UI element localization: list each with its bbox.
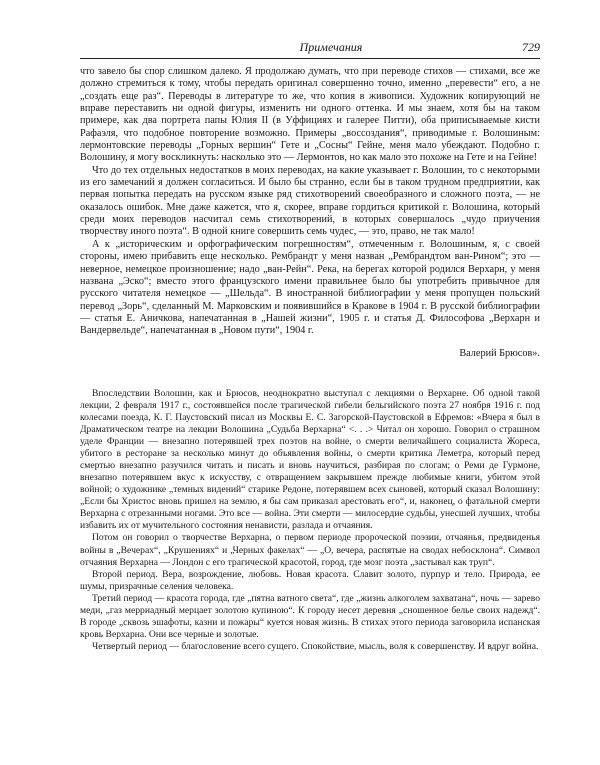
signature: Валерий Брюсов».: [459, 347, 540, 359]
paragraph: А к „историческим и орфографическим погрешностям“, отмеченным г. Волошиным, я, с своей стороны, имею прибавить еще несколько. Рембрандт у меня назван „Рембрандтом ван-Рином“; это — неверное, немецкое произношение; надо „ван-Рейн“. Река, на берегах которой родился Верхарн, у меня названа „Эско“; вместо этого французского имени правильнее было бы употребить привычное для русского читателя немецкое — „Шельда“. В иностранной библиографии у меня пропущен польский перевод „Зорь“, сделанный М. Марковским и появившийся в Кракове в 1904 г. В русской библиографии — статья Е. Аничкова, напечатанная в „Нашей жизни“, 1905 г. и статья Д. Философова „Верхарн и Вандервельде“, напечатанная в „Новом пути“, 1904 г.: [80, 238, 540, 337]
paragraph: что завело бы спор слишком далеко. Я продолжаю думать, что при переводе стихов — стихами, все же должно стремиться к тому, чтобы передать оригинал совершенно точно, именно „перевести“ его, а не „создать еще раз“. Переводы в литературе то же, что копия в живописи. Художник копирующий не вправе переставить ни одной фигуры, изменить ни одного оттенка. И мы знаем, хотя бы на таком примере, как два портрета папы Юлия II (в Уффициях и галерее Питти), оба приписываемые кисти Рафаэля, что подобное повторение возможно. Примеры „воссоздания“, приводимые г. Волошиным: лермонтовские переводы „Горных вершин“ Гете и „Сосны“ Гейне, меня мало убеждают. Подобно г. Волошину, я могу воскликнуть: насколько это — Лермонтов, но как мало это похоже на Гете и на Гейне!: [80, 66, 540, 164]
paragraph: Потом он говорил о творчестве Верхарна, о первом периоде пророческой поэзии, отчаянья, предвиденья войны в „Вечерах“, „Крушениях“ и „Черных факелах“ — „О, вечера, распятые на сводах небосклона“. Символ отчаяния Верхарна — Лондон с его трагической красотой, город, где мозг поэта „застывал как труп“.: [80, 532, 540, 568]
letter-text: [80, 66, 540, 360]
running-head: [80, 40, 540, 59]
paragraph: Второй период. Вера, возрождение, любовь. Новая красота. Славит золото, пурпур и тело. Природа, ее шумы, призрачные селения человека.: [80, 568, 540, 592]
paragraph: Четвертый период — благословение всего сущего. Спокойствие, мысль, воля к совершенству. И вдруг война.: [92, 640, 539, 652]
paragraph: Впоследствии Волошин, как и Брюсов, неоднократно выступал с лекциями о Верхарне. Об одной такой лекции, 2 февраля 1917 г., состоявшейся после трагической гибели бельгийского поэта 27 ноября 1916 г. под колесами поезда, К. Г. Паустовский писал из Москвы Е. С. Загорской-Паустовской в Ефремов: «Вчера я был в Драматическом театре на лекции Волошина „Судьба Верхарна“ <. . .> Читал он хорошо. Говорил о страшном уделе Франции — внезапно потерявшей трех поэтов на войне, о смерти величайшего социалиста Жореса, убитого в ресторане за несколько минут до объявления войны, о смерти критика Леметра, который перед смертью внезапно разучился читать и писать и вновь научиться, разбирая по слогам; о Реми де Гурмоне, внезапно потерявшем вкус к искусству, с отвращением закрывшем прежде любимые книги, убитом этой войной; о художнике „темных видений“ старике Редоне, потерявшем всех сыновей, который сказал Волошину: „Если бы Христос вновь пришел на землю, я бы сам приказал арестовать его“, и, наконец, о фатальной смерти Верхарна с отрезанными ногами. Это все — война. Эти смерти — милосердие судьбы, унесшей лучших, чтобы избавить их от мучительного состояния ненависти, разлада и отчаяния.: [80, 387, 540, 532]
section-title: Примечания: [299, 40, 363, 54]
paragraph: Что до тех отдельных недостатков в моих переводах, на какие указывает г. Волошин, то с некоторыми из его замечаний я должен согласиться. И было бы странно, если бы в таком трудном предприятии, как первая попытка передать на русском языке ряд стихотворений своеобразного и сложного поэта, — не оказалось ошибок. Мне даже кажется, что я, скорее, вправе гордиться критикой г. Волошина, который среди моих переводов насчитал семь стихотворений, в которых совершалось „чудо приучения творчеству иного поэта“. В одной книге совершить семь чудес, — это, право, не так мало!: [80, 164, 540, 238]
paragraph: Третий период — красота города, где „пятна ватного света“, где „жизнь алкоголем захватана“, ночь — зарево меди, „газ мерриадный мерцает золотою купиною“. К городу несет деревня „сношенное белье своих надежд“. В городе „сквозь эшафоты, казни и пожары“ куется новая жизнь. В стихах этого периода заговорила испанская кровь Верхарна. Они все черные и золотые.: [80, 592, 540, 640]
commentary-text: [80, 388, 540, 653]
body-text: [80, 66, 540, 653]
page-number: 729: [522, 40, 540, 54]
